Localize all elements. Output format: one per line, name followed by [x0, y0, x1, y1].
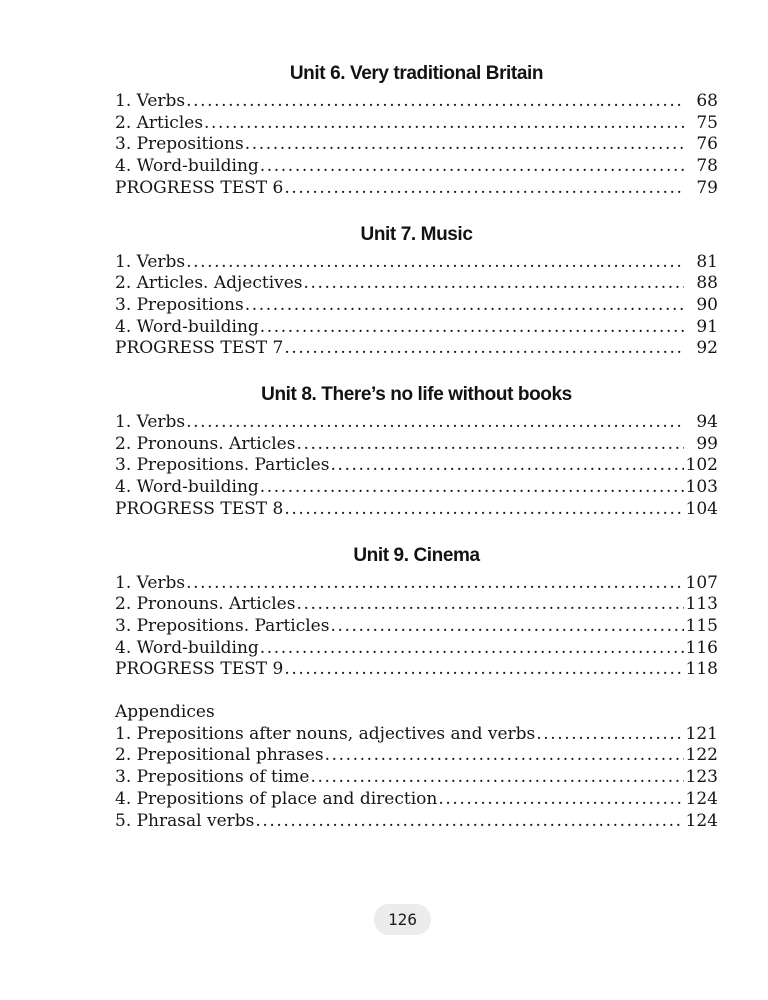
toc-item-label: 4. Word-building — [115, 637, 259, 658]
toc-item-page: 122 — [685, 745, 718, 766]
dot-leader — [260, 156, 684, 178]
toc-row — [115, 659, 718, 681]
toc-item-label: 3. Prepositions. Particles — [115, 615, 330, 636]
toc-row — [115, 811, 718, 833]
toc-row — [115, 616, 718, 638]
page-number-badge — [374, 904, 431, 935]
toc-row — [115, 745, 718, 767]
toc-item-page: 91 — [696, 316, 718, 337]
toc-item-label: 1. Prepositions after nouns, adjectives and verbs — [115, 723, 536, 744]
toc-row — [115, 638, 718, 660]
toc-item-label: 5. Phrasal verbs — [115, 810, 255, 831]
dot-leader — [186, 252, 684, 274]
toc-item-label: 4. Prepositions of place and direction — [115, 788, 438, 809]
dot-leader — [438, 789, 684, 811]
toc-item-page: 124 — [685, 810, 718, 831]
toc-item-page: 90 — [696, 294, 718, 315]
toc-item-label: 3. Prepositions of time — [115, 767, 310, 788]
toc-item-page: 102 — [685, 455, 718, 476]
toc-item-page: 123 — [685, 767, 718, 788]
toc-item-page: 116 — [685, 637, 718, 658]
section-title: Unit 6. Very traditional Britain — [289, 63, 544, 84]
dot-leader — [245, 134, 684, 156]
dot-leader — [186, 91, 684, 113]
toc-row — [115, 252, 718, 274]
toc-row — [115, 134, 718, 156]
toc-row — [115, 573, 718, 595]
toc-item-page: 75 — [696, 112, 718, 133]
section-title: Unit 9. Cinema — [353, 544, 480, 566]
toc-row — [115, 273, 718, 295]
dot-leader — [536, 724, 684, 746]
toc-item-page: 124 — [685, 788, 718, 809]
toc-row — [115, 156, 718, 178]
dot-leader — [284, 499, 684, 521]
toc-row — [115, 317, 718, 339]
toc-section-unit-9 — [115, 544, 718, 682]
toc-row — [115, 295, 718, 317]
table-of-contents — [115, 62, 718, 832]
toc-item-label: 2. Articles — [115, 112, 204, 133]
toc-section-unit-6 — [115, 62, 718, 200]
toc-item-label: 2. Pronouns. Articles — [115, 594, 296, 615]
toc-item-page: 81 — [696, 251, 718, 272]
toc-row — [115, 499, 718, 521]
toc-item-page: 115 — [685, 615, 718, 636]
toc-item-label: 1. Verbs — [115, 251, 186, 272]
toc-item-label: 3. Prepositions — [115, 294, 244, 315]
toc-item-page: 76 — [696, 134, 718, 155]
toc-item-label: PROGRESS TEST 6 — [115, 177, 284, 198]
section-title: Appendices — [115, 702, 215, 723]
toc-item-label: PROGRESS TEST 8 — [115, 498, 284, 519]
dot-leader — [260, 317, 684, 339]
toc-row — [115, 113, 718, 135]
dot-leader — [296, 594, 684, 616]
toc-item-label: 4. Word-building — [115, 156, 259, 177]
toc-item-page: 79 — [696, 177, 718, 198]
toc-row — [115, 178, 718, 200]
dot-leader — [255, 811, 684, 833]
toc-item-label: PROGRESS TEST 7 — [115, 338, 284, 359]
toc-item-page: 68 — [696, 91, 718, 111]
toc-item-label: 2. Pronouns. Articles — [115, 433, 296, 454]
dot-leader — [304, 273, 684, 295]
dot-leader — [296, 434, 684, 456]
dot-leader — [284, 178, 684, 200]
toc-row — [115, 434, 718, 456]
toc-item-label: 3. Prepositions — [115, 134, 244, 155]
toc-section-unit-7 — [115, 223, 718, 361]
toc-item-label: PROGRESS TEST 9 — [115, 659, 284, 680]
toc-section-appendices — [115, 702, 718, 832]
dot-leader — [311, 767, 685, 789]
toc-item-page: 92 — [696, 338, 718, 359]
dot-leader — [284, 659, 684, 681]
toc-item-page: 118 — [685, 659, 718, 680]
page-number: 126 — [388, 910, 417, 929]
dot-leader — [330, 455, 684, 477]
toc-item-label: 4. Word-building — [115, 316, 259, 337]
toc-item-page: 104 — [685, 498, 718, 519]
toc-item-page: 99 — [696, 433, 718, 454]
toc-row — [115, 767, 718, 789]
dot-leader — [330, 616, 684, 638]
toc-item-label: 1. Verbs — [115, 91, 186, 111]
dot-leader — [260, 477, 684, 499]
toc-row — [115, 789, 718, 811]
dot-leader — [260, 638, 684, 660]
toc-row — [115, 594, 718, 616]
toc-item-label: 1. Verbs — [115, 572, 186, 593]
toc-row — [115, 724, 718, 746]
toc-item-label: 1. Verbs — [115, 412, 186, 433]
toc-row — [115, 91, 718, 113]
toc-row — [115, 477, 718, 499]
toc-item-label: 2. Articles. Adjectives — [115, 273, 303, 294]
toc-row — [115, 412, 718, 434]
toc-row — [115, 338, 718, 360]
toc-item-label: 2. Prepositional phrases — [115, 745, 324, 766]
dot-leader — [186, 412, 684, 434]
toc-item-label: 3. Prepositions. Particles — [115, 455, 330, 476]
dot-leader — [204, 113, 684, 135]
section-title: Unit 7. Music — [360, 223, 473, 245]
dot-leader — [245, 295, 684, 317]
toc-row — [115, 455, 718, 477]
toc-item-label: 4. Word-building — [115, 477, 259, 498]
toc-item-page: 113 — [685, 594, 718, 615]
toc-item-page: 94 — [696, 412, 718, 433]
toc-item-page: 103 — [685, 477, 718, 498]
section-title: Unit 8. There’s no life without books — [261, 384, 572, 406]
toc-section-unit-8 — [115, 383, 718, 521]
dot-leader — [284, 338, 684, 360]
toc-item-page: 78 — [696, 156, 718, 177]
dot-leader — [186, 573, 684, 595]
toc-item-page: 88 — [696, 273, 718, 294]
toc-item-page: 107 — [685, 572, 718, 593]
toc-item-page: 121 — [685, 723, 718, 744]
dot-leader — [325, 745, 684, 767]
